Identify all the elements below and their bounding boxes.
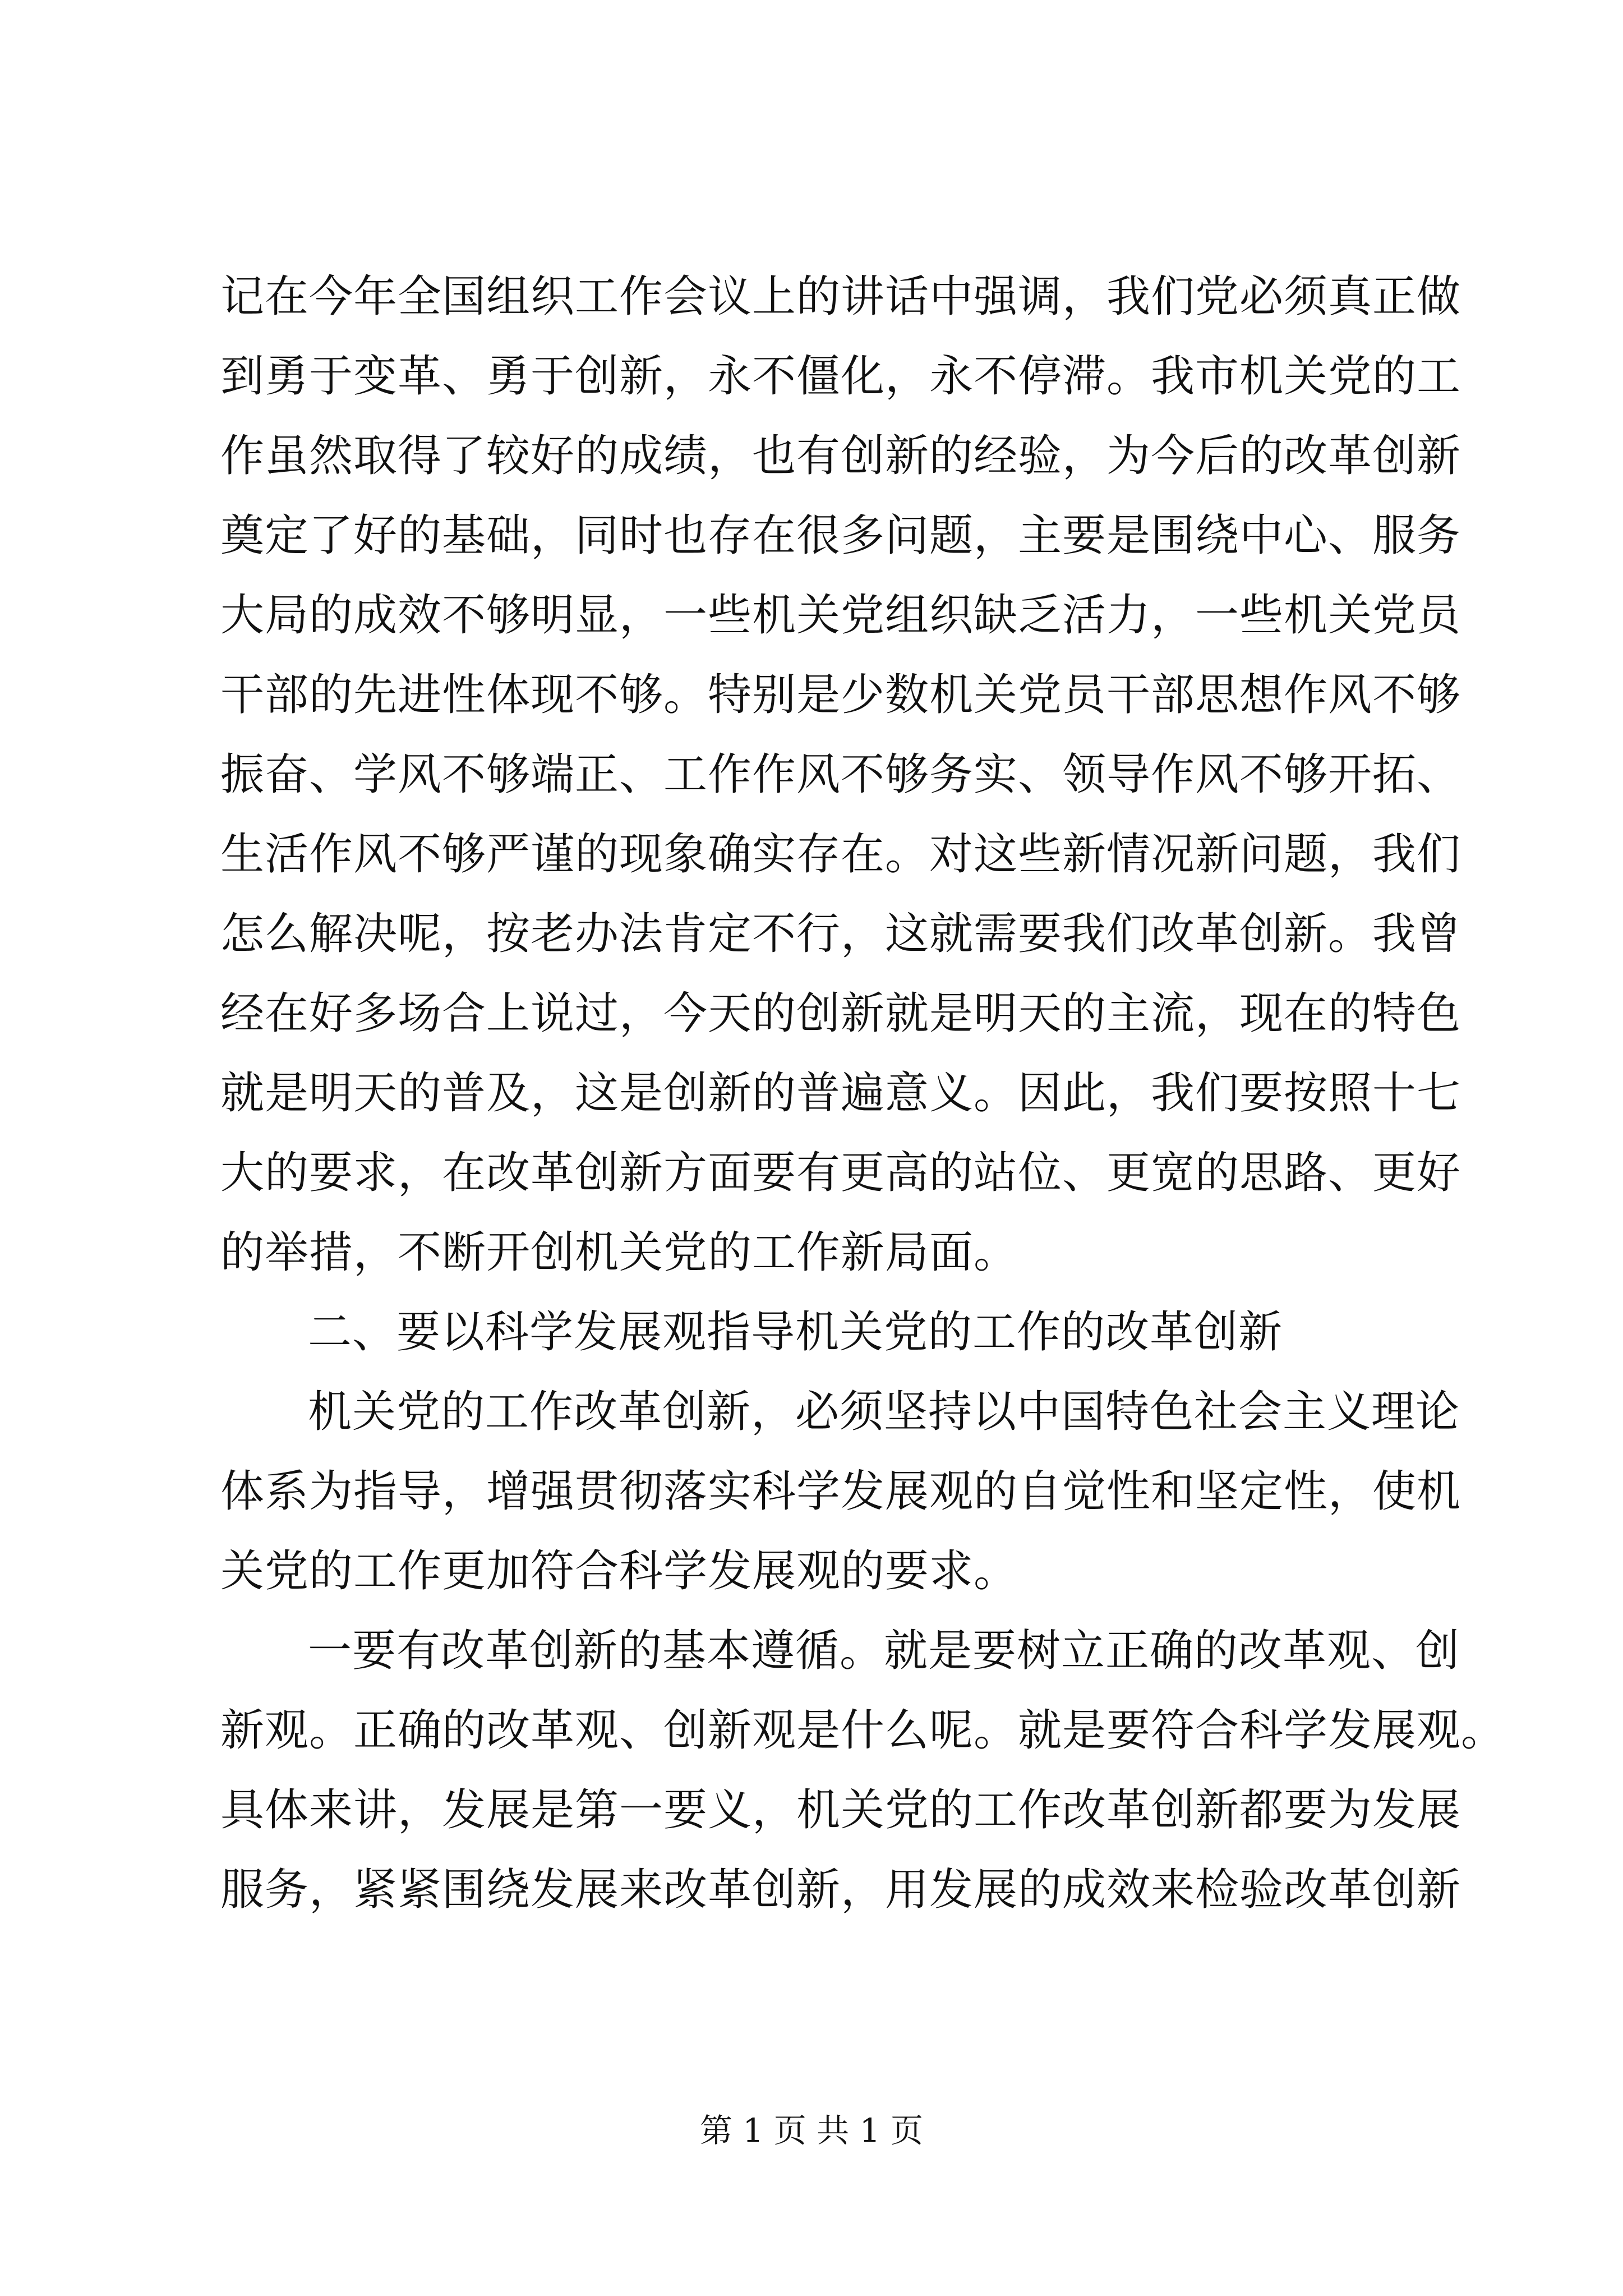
text-line-7: 振奋、学风不够端正、工作作风不够务实、领导作风不够开拓、	[220, 749, 1461, 800]
text-line-19: 新观。正确的改革观、创新观是什么呢。就是要符合科学发展观。	[220, 1705, 1506, 1756]
text-line-21: 服务，紧紧围绕发展来改革创新，用发展的成效来检验改革创新	[220, 1865, 1461, 1915]
text-line-12: 大的要求，在改革创新方面要有更高的站位、更宽的思路、更好	[220, 1148, 1461, 1198]
text-line-15: 机关党的工作改革创新，必须坚持以中国特色社会主义理论	[308, 1387, 1460, 1437]
section-heading: 二、要以科学发展观指导机关党的工作的改革创新	[308, 1307, 1283, 1358]
text-line-10: 经在好多场合上说过，今天的创新就是明天的主流，现在的特色	[220, 988, 1461, 1039]
text-line-16: 体系为指导，增强贯彻落实科学发展观的自觉性和坚定性，使机	[220, 1466, 1461, 1517]
text-line-3: 作虽然取得了较好的成绩，也有创新的经验，为今后的改革创新	[220, 431, 1461, 481]
text-line-9: 怎么解决呢，按老办法肯定不行，这就需要我们改革创新。我曾	[220, 909, 1461, 959]
page-footer: 第 1 页 共 1 页	[700, 2111, 923, 2150]
text-line-8: 生活作风不够严谨的现象确实存在。对这些新情况新问题，我们	[220, 829, 1461, 880]
text-line-2: 到勇于变革、勇于创新，永不僵化，永不停滞。我市机关党的工	[220, 351, 1461, 402]
text-line-1: 记在今年全国组织工作会议上的讲话中强调，我们党必须真正做	[220, 272, 1461, 322]
text-line-11: 就是明天的普及，这是创新的普遍意义。因此，我们要按照十七	[220, 1068, 1461, 1119]
text-line-18: 一要有改革创新的基本遵循。就是要树立正确的改革观、创	[308, 1626, 1460, 1676]
body-text	[220, 257, 1506, 1930]
text-line-17: 关党的工作更加符合科学发展观的要求。	[220, 1546, 1018, 1596]
text-line-13: 的举措，不断开创机关党的工作新局面。	[220, 1227, 1018, 1278]
text-line-5: 大局的成效不够明显，一些机关党组织缺乏活力，一些机关党员	[220, 590, 1461, 641]
text-line-4: 奠定了好的基础，同时也存在很多问题，主要是围绕中心、服务	[220, 510, 1461, 561]
text-line-6: 干部的先进性体现不够。特别是少数机关党员干部思想作风不够	[220, 670, 1461, 720]
text-line-20: 具体来讲，发展是第一要义，机关党的工作改革创新都要为发展	[220, 1785, 1461, 1835]
